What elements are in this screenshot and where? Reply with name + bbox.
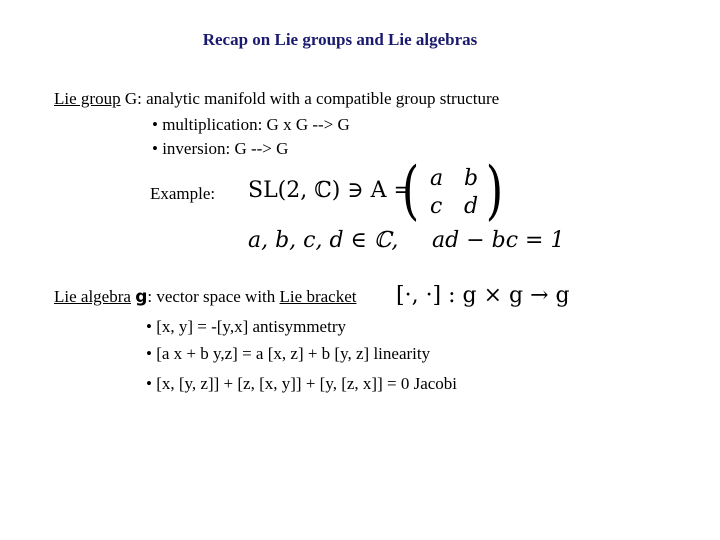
matrix-right-paren: )	[485, 154, 504, 228]
bullet-jacobi: • [x, [y, z]] + [z, [x, y]] + [y, [z, x]] = 0 Jacobi	[146, 374, 458, 393]
lie-group-definition	[54, 89, 499, 109]
lie-algebra-symbol: g	[135, 287, 148, 307]
matrix-c: c	[430, 194, 443, 219]
lie-algebra-definition	[54, 287, 356, 307]
bullet-multiplication: • multiplication: G x G --> G	[152, 115, 350, 134]
bullet-linearity: • [a x + b y,z] = a [x, z] + b [y, z] linearity	[146, 344, 431, 363]
determinant-condition: ad − bc = 1	[432, 228, 565, 253]
lie-bracket-formula: [·, ·] : g × g → g	[396, 283, 570, 308]
example-label: Example:	[150, 184, 216, 203]
matrix-b: b	[464, 166, 479, 191]
matrix-a: a	[430, 166, 444, 191]
lie-group-definition-text: G: analytic manifold with a compatible group structure	[120, 89, 500, 108]
matrix-entries-condition: a, b, c, d ∈ ℂ,	[248, 228, 399, 253]
matrix-left-paren: (	[401, 154, 420, 228]
slide-title: Recap on Lie groups and Lie algebras	[202, 30, 478, 49]
bullet-inversion: • inversion: G --> G	[152, 139, 289, 158]
sl2c-formula: SL(2, ℂ) ∋ A =	[248, 178, 412, 203]
lie-bracket-term: Lie bracket	[279, 287, 357, 306]
lie-algebra-term: Lie algebra	[54, 287, 131, 306]
bullet-antisymmetry: • [x, y] = -[y,x] antisymmetry	[146, 317, 346, 336]
matrix-d: d	[464, 194, 479, 219]
lie-group-term: Lie group	[54, 89, 121, 108]
lie-algebra-definition-text: : vector space with	[147, 287, 280, 306]
